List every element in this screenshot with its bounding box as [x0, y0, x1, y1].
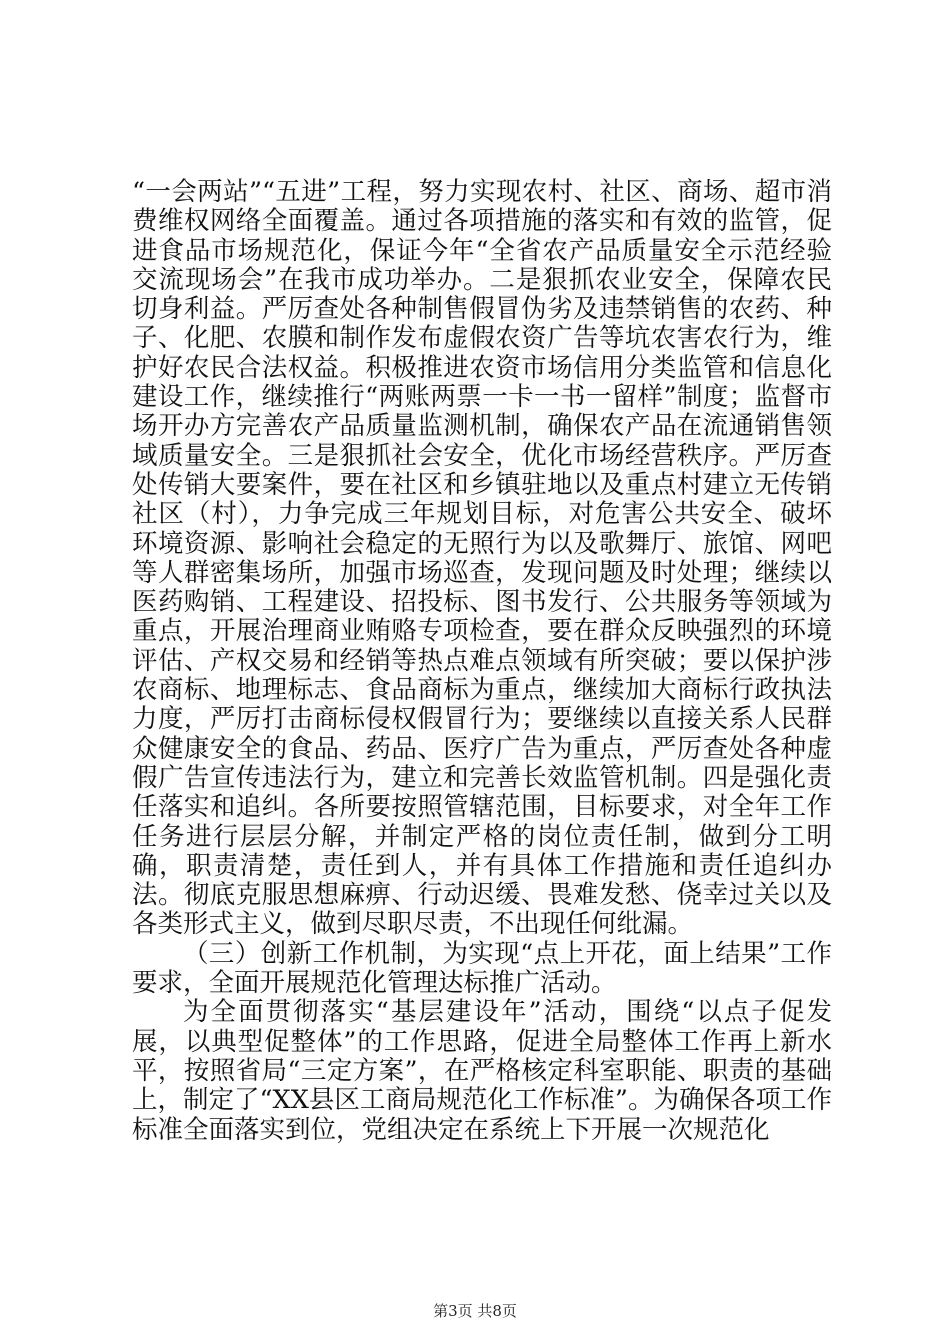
- page-number-footer: 第3页 共8页: [433, 1302, 517, 1320]
- document-body: [132, 178, 832, 1145]
- section-heading-three: （三）创新工作机制，为实现“点上开花，面上结果”工作要求，全面开展规范化管理达标推广活动。: [132, 938, 832, 999]
- paragraph-standardization: 为全面贯彻落实“基层建设年”活动，围绕“以点子促发展，以典型促整体”的工作思路，促进全局整体工作再上新水平，按照省局“三定方案”，在严格核定科室职能、职责的基础上，制定了“XX县区工商局规范化工作标准”。为确保各项工作标准全面落实到位，党组决定在系统上下开展一次规范化: [132, 997, 832, 1145]
- paragraph-continuation: “一会两站”“五进”工程，努力实现农村、社区、商场、超市消费维权网络全面覆盖。通过各项措施的落实和有效的监管，促进食品市场规范化，保证今年“全省农产品质量安全示范经验交流现场会”在我市成功举办。二是狠抓农业安全，保障农民切身利益。严厉查处各种制售假冒伪劣及违禁销售的农药、种子、化肥、农膜和制作发布虚假农资广告等坑农害农行为，维护好农民合法权益。积极推进农资市场信用分类监管和信息化建设工作，继续推行“两账两票一卡一书一留样”制度；监督市场开办方完善农产品质量监测机制，确保农产品在流通销售领域质量安全。三是狠抓社会安全，优化市场经营秩序。严厉查处传销大要案件，要在社区和乡镇驻地以及重点村建立无传销社区（村），力争完成三年规划目标，对危害公共安全、破坏环境资源、影响社会稳定的无照行为以及歌舞厅、旅馆、网吧等人群密集场所，加强市场巡查，发现问题及时处理；继续以医药购销、工程建设、招投标、图书发行、公共服务等领域为重点，开展治理商业贿赂专项检查，要在群众反映强烈的环境评估、产权交易和经销等热点难点领域有所突破；要以保护涉农商标、地理标志、食品商标为重点，继续加大商标行政执法力度，严厉打击商标侵权假冒行为；要继续以直接关系人民群众健康安全的食品、药品、医疗广告为重点，严厉查处各种虚假广告宣传违法行为，建立和完善长效监管机制。四是强化责任落实和追纠。各所要按照管辖范围，目标要求，对全年工作任务进行层层分解，并制定严格的岗位责任制，做到分工明确，职责清楚，责任到人，并有具体工作措施和责任追纠办法。彻底克服思想麻痹、行动迟缓、畏难发愁、侥幸过关以及各类形式主义，做到尽职尽责，不出现任何纰漏。: [132, 177, 832, 940]
